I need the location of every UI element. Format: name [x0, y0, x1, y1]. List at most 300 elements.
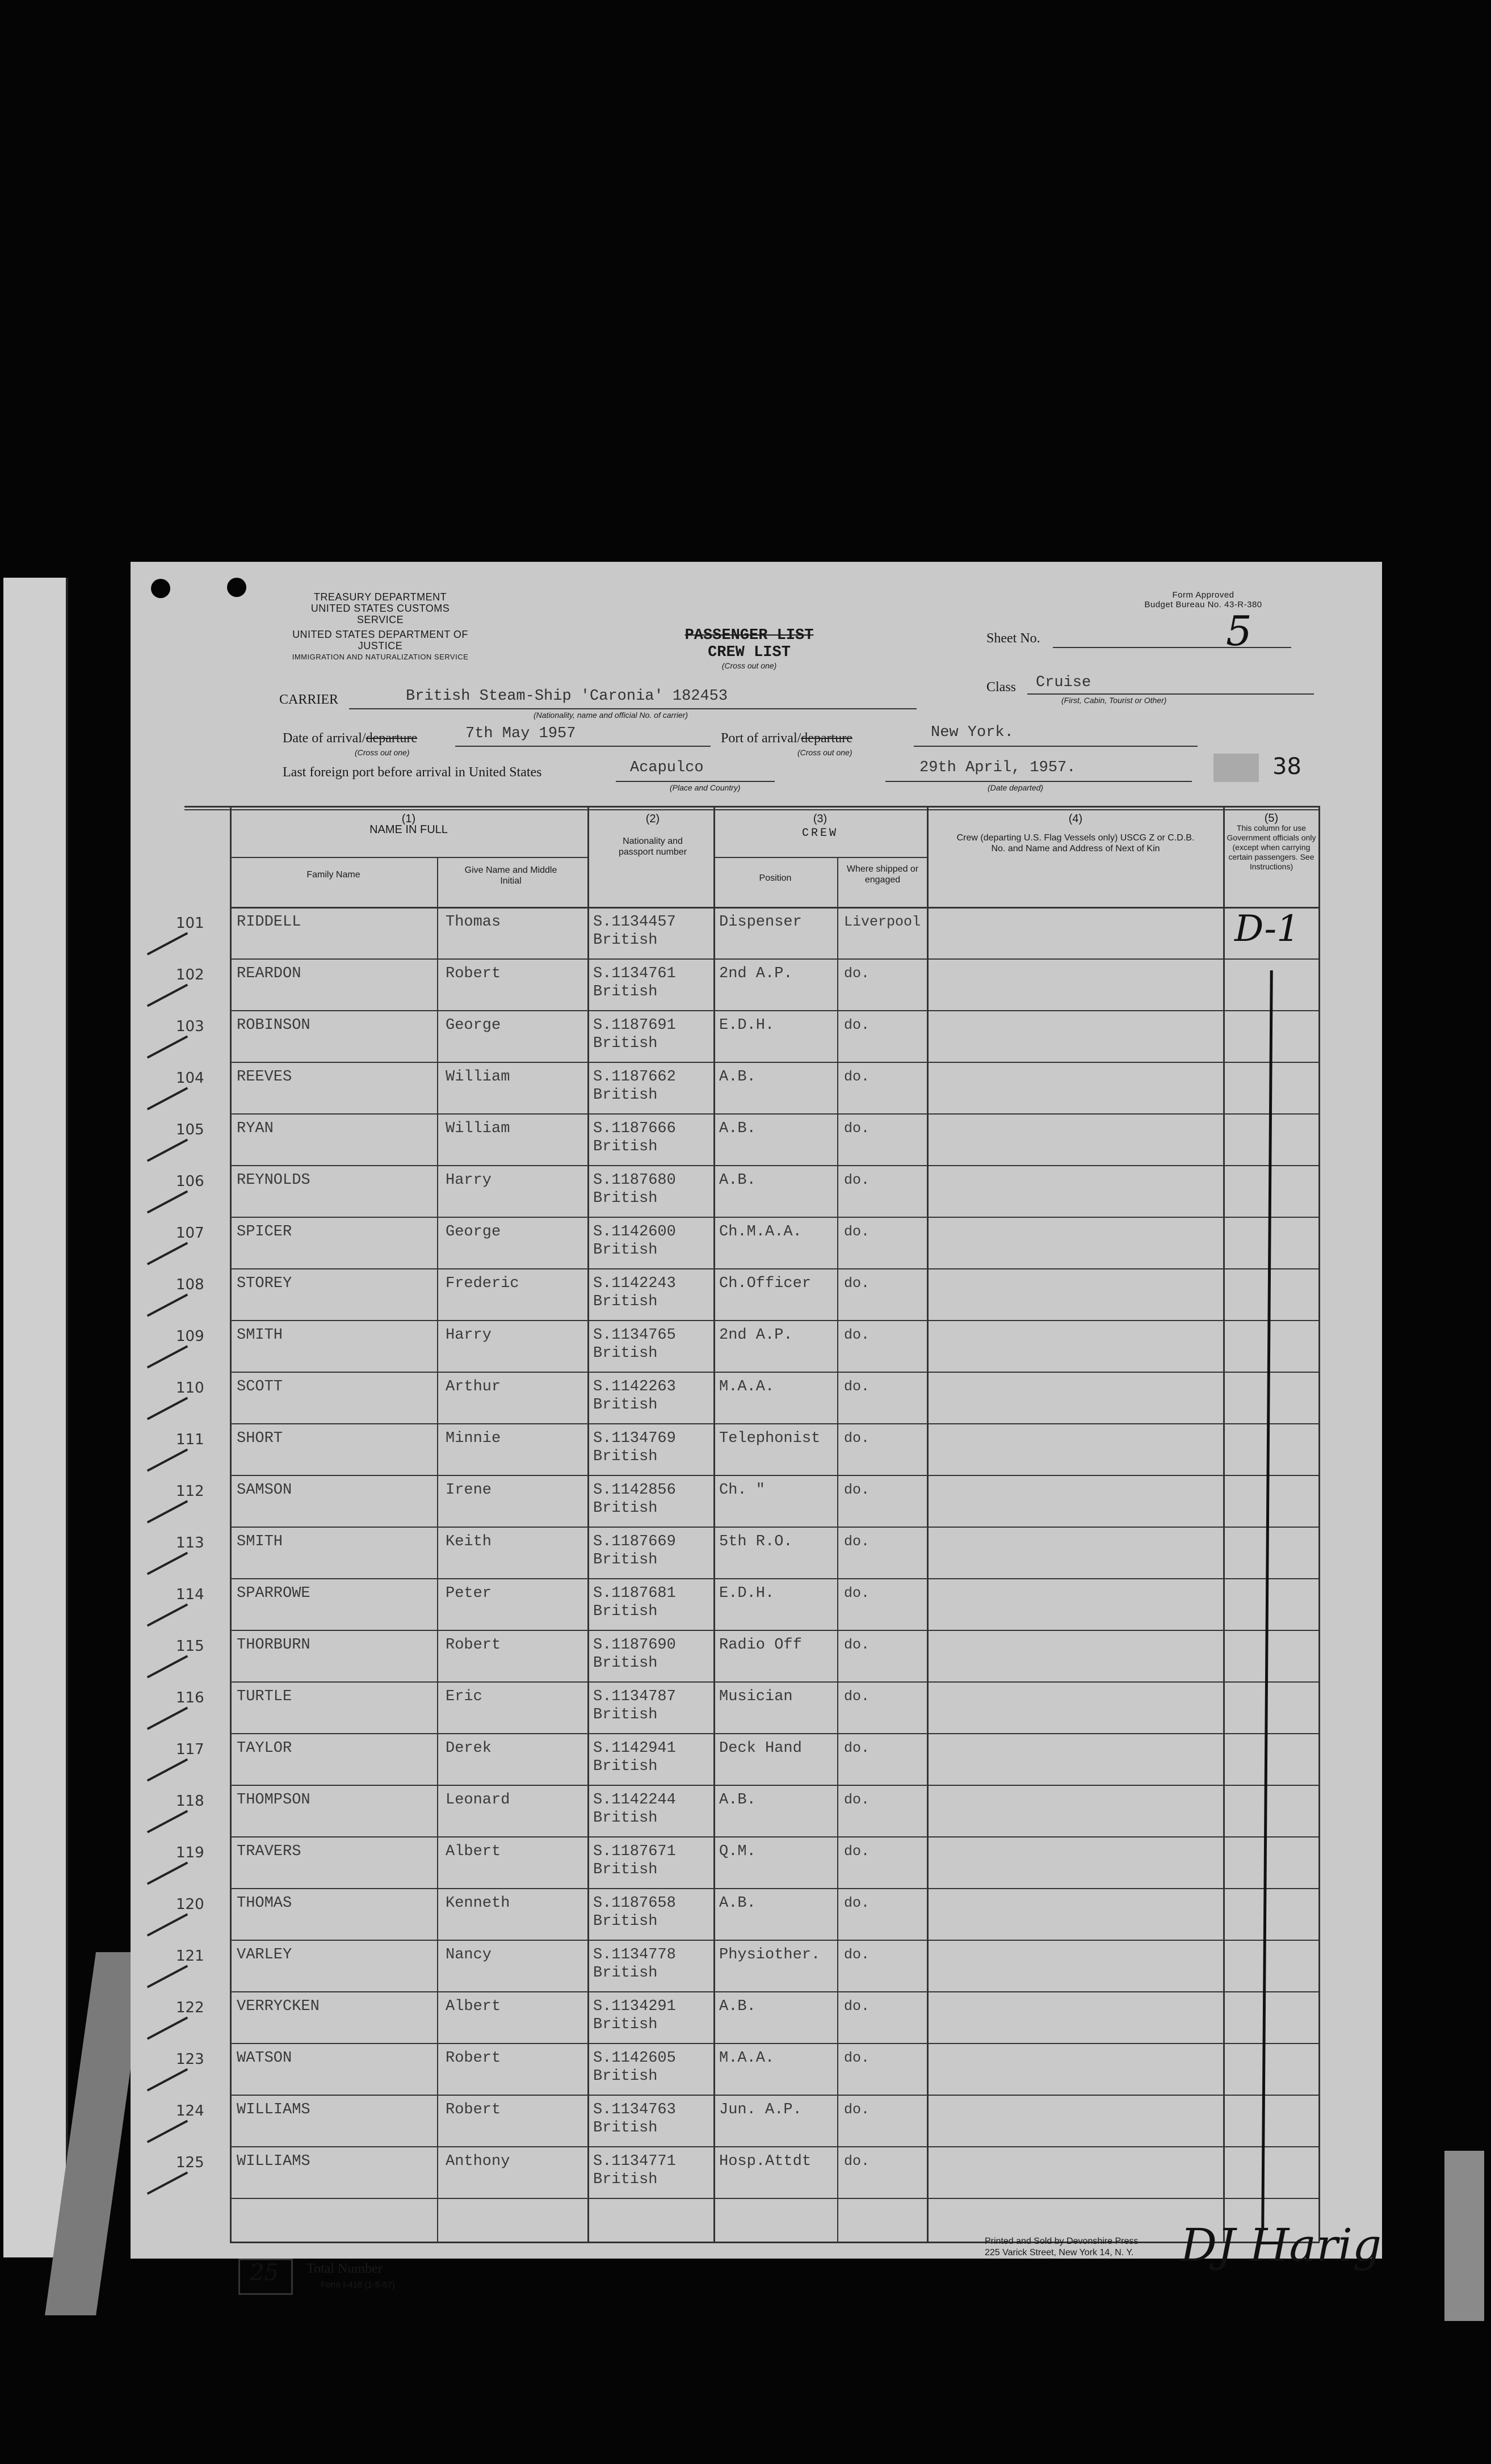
given-name: Albert [446, 1843, 501, 1860]
col4-heading [951, 814, 1200, 854]
table-row [176, 1115, 1320, 1166]
passport-number: S.1134778 [593, 1946, 676, 1963]
nationality: British [593, 1965, 658, 1982]
crew-position: A.B. [719, 1069, 756, 1086]
passport-number: S.1142600 [593, 1223, 676, 1241]
check-mark [147, 1861, 188, 1885]
given-name: Robert [446, 2101, 501, 2118]
given-name-heading: Give Name and Middle Initial [464, 865, 557, 886]
given-name: Harry [446, 1172, 492, 1189]
where-shipped: do. [844, 1946, 870, 1963]
where-shipped: do. [844, 1017, 870, 1033]
passenger-list-title: PASSENGER LIST [684, 627, 814, 644]
given-name: Frederic [446, 1275, 519, 1292]
crew-position: 2nd A.P. [719, 965, 793, 982]
date-departed-hint: (Date departed) [988, 783, 1044, 792]
check-mark [147, 1345, 188, 1368]
row-number: 119 [176, 1844, 204, 1861]
passport-number: S.1187690 [593, 1637, 676, 1654]
check-mark [147, 932, 188, 955]
nationality: British [593, 1345, 658, 1362]
punch-hole [151, 579, 170, 598]
nationality: British [593, 932, 658, 949]
date-label-departure: departure [366, 731, 418, 746]
port-hint: (Cross out one) [797, 748, 852, 757]
where-shipped: do. [844, 1172, 870, 1188]
printer-line: 225 Varick Street, New York 14, N. Y. [985, 2248, 1134, 2257]
crew-position: Ch.Officer [719, 1275, 812, 1292]
family-name: REARDON [237, 965, 301, 982]
crew-position: M.A.A. [719, 2050, 775, 2067]
family-name: THORBURN [237, 1637, 310, 1654]
row-number: 124 [176, 2103, 204, 2120]
col3-title: CREW [801, 827, 838, 840]
nationality: British [593, 1913, 658, 1930]
table-row [176, 1011, 1320, 1063]
nationality: British [593, 1810, 658, 1827]
given-name: Anthony [446, 2153, 510, 2170]
family-name: SPARROWE [237, 1585, 310, 1602]
check-mark [147, 1138, 188, 1162]
table-row [176, 1063, 1320, 1115]
check-mark [147, 1965, 188, 1988]
passport-number: S.1142244 [593, 1792, 676, 1809]
passport-number: S.1134771 [593, 2153, 676, 2170]
check-mark [147, 1551, 188, 1575]
class-value: Cruise [1036, 674, 1091, 691]
family-name: REEVES [237, 1069, 292, 1086]
table-row [176, 2044, 1320, 2096]
nationality: British [593, 1138, 658, 1155]
crew-position: 2nd A.P. [719, 1327, 793, 1344]
col3-number: (3) [813, 813, 828, 825]
dept-line: UNITED STATES CUSTOMS SERVICE [310, 603, 450, 625]
table-row [176, 1889, 1320, 1941]
given-name: George [446, 1223, 501, 1241]
given-name: Leonard [446, 1792, 510, 1809]
nationality: British [593, 2068, 658, 2085]
check-mark [147, 983, 188, 1007]
passport-number: S.1134291 [593, 1998, 676, 2015]
class-label: Class [986, 680, 1017, 695]
table-row [176, 960, 1320, 1011]
carrier-hint: (Nationality, name and official No. of carrier) [534, 710, 688, 720]
handwritten-d1: D-1 [1234, 908, 1300, 950]
family-name: TAYLOR [237, 1740, 292, 1757]
family-name: ROBINSON [237, 1017, 310, 1034]
carrier-line [349, 708, 917, 709]
row-number: 111 [176, 1431, 204, 1448]
nationality: British [593, 1397, 658, 1414]
date-label-arrival: Date of arrival/ [283, 731, 366, 746]
family-name-heading: Family Name [306, 870, 360, 880]
given-name: Nancy [446, 1946, 492, 1963]
table-row [176, 1941, 1320, 1992]
row-divider [230, 2198, 1320, 2199]
where-shipped: do. [844, 1637, 870, 1653]
row-number: 106 [176, 1173, 204, 1190]
table-row [176, 1373, 1320, 1424]
where-shipped: do. [844, 1843, 870, 1860]
where-shipped: Liverpool [844, 914, 921, 930]
port-label [721, 731, 852, 746]
given-name: Irene [446, 1482, 492, 1499]
position-heading: Position [759, 873, 792, 883]
given-name: Keith [446, 1533, 492, 1550]
given-name: Robert [446, 2050, 501, 2067]
family-name: THOMPSON [237, 1792, 310, 1809]
where-shipped: do. [844, 1120, 870, 1137]
check-mark [147, 1242, 188, 1265]
where-shipped: do. [844, 1069, 870, 1085]
passport-number: S.1187680 [593, 1172, 676, 1189]
col1-heading [230, 814, 587, 835]
family-name: SCOTT [237, 1378, 283, 1395]
family-name: VARLEY [237, 1946, 292, 1963]
nationality: British [593, 1758, 658, 1775]
row-number: 101 [176, 915, 204, 932]
family-name: SMITH [237, 1327, 283, 1344]
col2-title: Nationality and passport number [618, 836, 687, 857]
table-row [176, 1528, 1320, 1579]
row-number: 109 [176, 1328, 204, 1345]
passport-number: S.1187671 [593, 1843, 676, 1860]
table-row [176, 1218, 1320, 1269]
check-mark [147, 1293, 188, 1317]
header-divider [230, 907, 1320, 909]
class-line [1027, 693, 1314, 695]
check-mark [147, 1810, 188, 1833]
erasure-smudge [1213, 754, 1259, 782]
family-name: SAMSON [237, 1482, 292, 1499]
family-name: TURTLE [237, 1688, 292, 1705]
crew-position: Hosp.Attdt [719, 2153, 812, 2170]
where-shipped: do. [844, 1740, 870, 1756]
row-number: 102 [176, 966, 204, 983]
passport-number: S.1142941 [593, 1740, 676, 1757]
carrier-label: CARRIER [279, 692, 339, 707]
passport-number: S.1187669 [593, 1533, 676, 1550]
nationality: British [593, 1242, 658, 1259]
check-mark [147, 1603, 188, 1626]
nationality: British [593, 1035, 658, 1052]
col4-number: (4) [1068, 813, 1083, 825]
passport-number: S.1142243 [593, 1275, 676, 1292]
nationality: British [593, 1500, 658, 1517]
nationality: British [593, 1551, 658, 1569]
row-number: 113 [176, 1534, 204, 1551]
row-number: 105 [176, 1121, 204, 1138]
col2-number: (2) [645, 813, 660, 825]
row-number: 116 [176, 1689, 204, 1706]
passport-number: S.1134761 [593, 965, 676, 982]
last-port-value: Acapulco [630, 759, 704, 776]
table-row [176, 2096, 1320, 2147]
table-top-border [184, 809, 1320, 810]
nationality: British [593, 2120, 658, 2137]
check-mark [147, 1913, 188, 1936]
crew-position: A.B. [719, 1172, 756, 1189]
col5-title: This column for use Government officials only (except when carrying certain passengers. See Instructions) [1227, 823, 1316, 871]
crew-position: Ch. " [719, 1482, 766, 1499]
family-name: RIDDELL [237, 914, 301, 931]
col5-heading [1224, 814, 1318, 872]
form-approved [1118, 590, 1288, 609]
check-mark [147, 2016, 188, 2040]
given-name: Kenneth [446, 1895, 510, 1912]
row-number: 103 [176, 1018, 204, 1035]
table-row [176, 1424, 1320, 1476]
sheet-line [1053, 647, 1291, 648]
given-name: Peter [446, 1585, 492, 1602]
col1-number: (1) [401, 813, 416, 825]
passport-number: S.1142856 [593, 1482, 676, 1499]
where-shipped: do. [844, 965, 870, 982]
passport-number: S.1187658 [593, 1895, 676, 1912]
dept-line: IMMIGRATION AND NATURALIZATION SERVICE [292, 653, 469, 661]
row-number: 118 [176, 1793, 204, 1810]
where-shipped: do. [844, 1533, 870, 1550]
table-row [176, 1321, 1320, 1373]
col5-number: (5) [1264, 812, 1279, 825]
check-mark [147, 1190, 188, 1213]
form-approved-line: Form Approved [1172, 590, 1234, 600]
passport-number: S.1134787 [593, 1688, 676, 1705]
stamp-number: 38 [1272, 754, 1301, 780]
crew-position: M.A.A. [719, 1378, 775, 1395]
crew-position: Radio Off [719, 1637, 802, 1654]
family-name: WATSON [237, 2050, 292, 2067]
last-port-line [616, 781, 775, 782]
passport-number: S.1142605 [593, 2050, 676, 2067]
table-top-border [184, 806, 1320, 808]
col4-title: Crew (departing U.S. Flag Vessels only) USCG Z or C.D.B. No. and Name and Address of Next of Kin [956, 833, 1195, 853]
family-name: STOREY [237, 1275, 292, 1292]
check-mark [147, 1087, 188, 1110]
date-departed-value: 29th April, 1957. [919, 759, 1076, 776]
nationality: British [593, 1087, 658, 1104]
passport-number: S.1134765 [593, 1327, 676, 1344]
family-name: VERRYCKEN [237, 1998, 320, 2015]
col2-heading [604, 814, 701, 857]
given-name: Robert [446, 1637, 501, 1654]
port-label-departure: departure [801, 731, 852, 746]
where-shipped: do. [844, 2050, 870, 2066]
given-name: Eric [446, 1688, 482, 1705]
printer-line: Printed and Sold by Devonshire Press [985, 2236, 1139, 2246]
port-label-arrival: Port of arrival/ [721, 731, 801, 746]
port-value: New York. [931, 724, 1014, 741]
where-shipped: do. [844, 1327, 870, 1343]
crew-position: A.B. [719, 1895, 756, 1912]
passport-number: S.1142263 [593, 1378, 676, 1395]
sheet-label: Sheet No. [986, 631, 1040, 646]
table-row [176, 908, 1320, 960]
table-row [176, 1992, 1320, 2044]
given-name: Derek [446, 1740, 492, 1757]
where-shipped: do. [844, 1482, 870, 1498]
family-name: WILLIAMS [237, 2101, 310, 2118]
check-mark [147, 1758, 188, 1781]
cross-out-hint: (Cross out one) [721, 661, 777, 670]
nationality: British [593, 1448, 658, 1465]
nationality: British [593, 1190, 658, 1207]
nationality: British [593, 2016, 658, 2033]
family-name: THOMAS [237, 1895, 292, 1912]
where-shipped: do. [844, 1998, 870, 2015]
table-row [176, 1838, 1320, 1889]
crew-position: Physiother. [719, 1946, 821, 1963]
check-mark [147, 1397, 188, 1420]
carrier-value: British Steam-Ship 'Caronia' 182453 [406, 688, 728, 705]
date-hint: (Cross out one) [355, 748, 410, 757]
row-number: 123 [176, 2051, 204, 2068]
punch-hole [227, 578, 246, 597]
check-mark [147, 1035, 188, 1058]
row-number: 125 [176, 2154, 204, 2171]
row-number: 122 [176, 1999, 204, 2016]
passport-number: S.1187691 [593, 1017, 676, 1034]
total-label: Total Number [306, 2261, 383, 2276]
given-name: Robert [446, 965, 501, 982]
check-mark [147, 2120, 188, 2143]
family-name: WILLIAMS [237, 2153, 310, 2170]
row-number: 120 [176, 1896, 204, 1913]
passport-number: S.1134769 [593, 1430, 676, 1447]
nationality: British [593, 1706, 658, 1723]
family-name: REYNOLDS [237, 1172, 310, 1189]
col1-title: NAME IN FULL [369, 823, 448, 836]
check-mark [147, 2068, 188, 2091]
given-name: Thomas [446, 914, 501, 931]
nationality: British [593, 1861, 658, 1878]
row-number: 108 [176, 1276, 204, 1293]
subhead-line [230, 857, 587, 858]
row-number: 115 [176, 1638, 204, 1655]
check-mark [147, 2171, 188, 2194]
where-shipped-heading: Where shipped or engaged [846, 864, 919, 885]
printer-credit [985, 2236, 1138, 2259]
table-row [176, 1683, 1320, 1734]
given-name: William [446, 1120, 510, 1137]
crew-position: E.D.H. [719, 1585, 775, 1602]
passport-number: S.1187681 [593, 1585, 676, 1602]
where-shipped: do. [844, 1895, 870, 1911]
given-name: Albert [446, 1998, 501, 2015]
form-number: Form I-418 (1-5-57) [321, 2280, 395, 2290]
crew-table [176, 806, 1320, 2242]
where-shipped: do. [844, 1430, 870, 1447]
where-shipped: do. [844, 2101, 870, 2118]
crew-position: 5th R.O. [719, 1533, 793, 1550]
last-port-hint: (Place and Country) [670, 783, 741, 792]
family-name: SHORT [237, 1430, 283, 1447]
check-mark [147, 1655, 188, 1678]
table-row [176, 1734, 1320, 1786]
arrival-date-value: 7th May 1957 [465, 725, 576, 742]
date-departed-line [885, 781, 1192, 782]
table-row [176, 1631, 1320, 1683]
where-shipped: do. [844, 1223, 870, 1240]
class-hint: (First, Cabin, Tourist or Other) [1061, 696, 1167, 705]
sheet-number: 5 [1226, 607, 1252, 655]
dept-line: UNITED STATES DEPARTMENT OF JUSTICE [292, 629, 468, 651]
nationality: British [593, 1293, 658, 1310]
date-line [455, 746, 711, 747]
nationality: British [593, 983, 658, 1000]
adjacent-page-edge-right [1444, 2151, 1484, 2321]
table-row [176, 1269, 1320, 1321]
table-row [176, 1579, 1320, 1631]
table-row [176, 1476, 1320, 1528]
department-block [289, 591, 471, 663]
given-name: Minnie [446, 1430, 501, 1447]
total-value: 25 [250, 2260, 279, 2286]
row-number: 114 [176, 1586, 204, 1603]
given-name: Harry [446, 1327, 492, 1344]
table-row [176, 2147, 1320, 2199]
row-number: 107 [176, 1225, 204, 1242]
family-name: RYAN [237, 1120, 274, 1137]
nationality: British [593, 1655, 658, 1672]
crew-position: E.D.H. [719, 1017, 775, 1034]
where-shipped: do. [844, 1275, 870, 1292]
where-shipped: do. [844, 1688, 870, 1705]
date-label [283, 731, 417, 746]
where-shipped: do. [844, 1378, 870, 1395]
last-port-label: Last foreign port before arrival in United States [283, 765, 542, 780]
crew-list-document [131, 562, 1382, 2290]
port-line [914, 746, 1198, 747]
given-name: Arthur [446, 1378, 501, 1395]
check-mark [147, 1500, 188, 1523]
passport-number: S.1187666 [593, 1120, 676, 1137]
given-name: George [446, 1017, 501, 1034]
family-name: SMITH [237, 1533, 283, 1550]
crew-position: A.B. [719, 1120, 756, 1137]
where-shipped: do. [844, 1792, 870, 1808]
family-name: SPICER [237, 1223, 292, 1241]
crew-position: Ch.M.A.A. [719, 1223, 802, 1241]
crew-position: Q.M. [719, 1843, 756, 1860]
table-bottom-border [230, 2242, 1320, 2243]
row-number: 112 [176, 1483, 204, 1500]
where-shipped: do. [844, 1585, 870, 1601]
check-mark [147, 1448, 188, 1471]
row-number: 121 [176, 1948, 204, 1965]
nationality: British [593, 2171, 658, 2188]
crew-position: Musician [719, 1688, 793, 1705]
where-shipped: do. [844, 2153, 870, 2169]
crew-position: A.B. [719, 1998, 756, 2015]
passport-number: S.1187662 [593, 1069, 676, 1086]
check-mark [147, 1706, 188, 1730]
family-name: TRAVERS [237, 1843, 301, 1860]
signature: DJ Harig [1181, 2219, 1382, 2272]
crew-position: Dispenser [719, 914, 802, 931]
table-row [176, 1166, 1320, 1218]
crew-list-title: CREW LIST [708, 644, 791, 661]
crew-position: Telephonist [719, 1430, 821, 1447]
form-approved-line: Budget Bureau No. 43-R-380 [1144, 600, 1262, 609]
crew-position: A.B. [719, 1792, 756, 1809]
adjacent-page-edge [3, 578, 68, 2257]
crew-position: Jun. A.P. [719, 2101, 802, 2118]
subhead-line [713, 857, 927, 858]
row-number: 117 [176, 1741, 204, 1758]
row-number: 104 [176, 1070, 204, 1087]
given-name: William [446, 1069, 510, 1086]
